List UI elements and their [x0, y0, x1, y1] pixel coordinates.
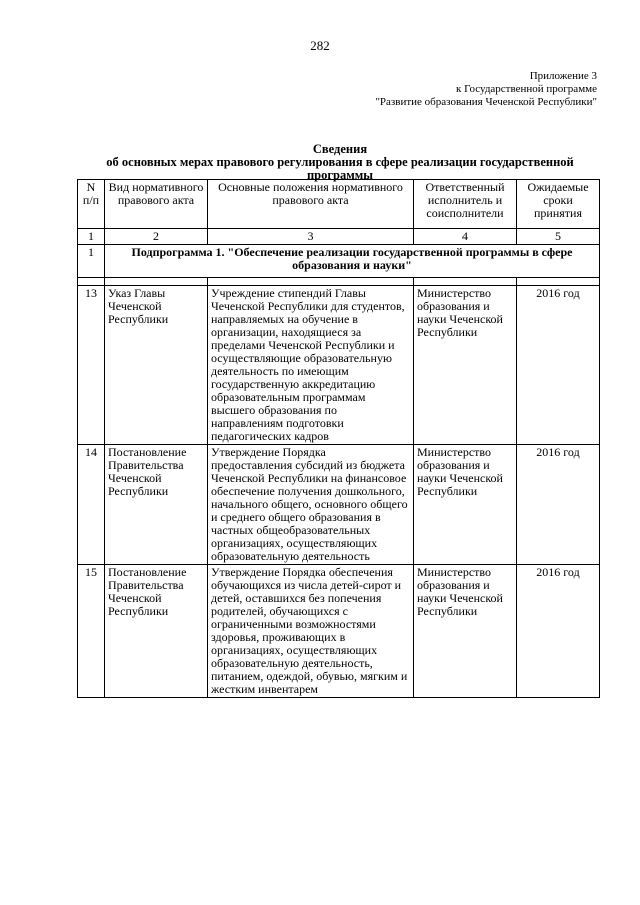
spacer-cell [78, 278, 105, 286]
spacer-row [78, 278, 600, 286]
column-number: 5 [517, 229, 600, 245]
row-deadline: 2016 год [517, 445, 600, 565]
spacer-cell [208, 278, 414, 286]
table-header-row [78, 180, 600, 229]
row-num: 14 [78, 445, 105, 565]
spacer-cell [105, 278, 208, 286]
table-row [78, 445, 600, 565]
subprogram-num: 1 [78, 245, 105, 278]
row-executor: Министерство образования и науки Чеченской Республики [414, 286, 517, 445]
spacer-cell [517, 278, 600, 286]
table-row [78, 565, 600, 698]
column-number: 1 [78, 229, 105, 245]
appendix-line-2: к Государственной программе [456, 83, 597, 95]
header-provisions: Основные положения нормативного правового акта [208, 180, 414, 229]
row-executor: Министерство образования и науки Чеченской Республики [414, 565, 517, 698]
appendix-line-1: Приложение 3 [529, 70, 597, 82]
row-type: Указ Главы Чеченской Республики [105, 286, 208, 445]
measures-table [77, 179, 600, 698]
appendix-line-3: "Развитие образования Чеченской Республики" [375, 96, 597, 108]
header-num: N п/п [78, 180, 105, 229]
row-executor: Министерство образования и науки Чеченской Республики [414, 445, 517, 565]
title-line-3: программы [306, 168, 374, 182]
row-deadline: 2016 год [517, 286, 600, 445]
row-provisions: Утверждение Порядка предоставления субсидий из бюджета Чеченской Республики на финансовое обеспечение получения дошкольного, начального общего, основного общего и среднего общего образования в частных общеобразовательных организациях, осуществляющих образовательную деятельность [208, 445, 414, 565]
header-executor: Ответственный исполнитель и соисполнители [414, 180, 517, 229]
title-line-2: об основных мерах правового регулирования в сфере реализации государственной [106, 155, 574, 169]
appendix-note [375, 70, 597, 109]
subprogram-title: Подпрограмма 1. "Обеспечение реализации государственной программы в сфере образования и науки" [105, 245, 600, 278]
column-number: 4 [414, 229, 517, 245]
spacer-cell [414, 278, 517, 286]
header-deadline: Ожидаемые сроки принятия [517, 180, 600, 229]
row-num: 15 [78, 565, 105, 698]
row-provisions: Учреждение стипендий Главы Чеченской Республики для студентов, направляемых на обучение в организации, находящиеся за пределами Чеченской Республики и осуществляющие образовательную деятельность по имеющим государственную аккредитацию образовательным программам высшего образования по направлениям подготовки педагогических кадров [208, 286, 414, 445]
column-number: 2 [105, 229, 208, 245]
title-line-1: Сведения [312, 142, 368, 156]
column-number-row [78, 229, 600, 245]
row-provisions: Утверждение Порядка обеспечения обучающихся из числа детей-сирот и детей, оставшихся без попечения родителей, обучающихся с ограниченными возможностями здоровья, проживающих в организациях, осуществляющих образовательную деятельность, питанием, одеждой, обувью, мягким и жестким инвентарем [208, 565, 414, 698]
header-type: Вид нормативного правового акта [105, 180, 208, 229]
column-number: 3 [208, 229, 414, 245]
table-row [78, 286, 600, 445]
row-num: 13 [78, 286, 105, 445]
subprogram-row [78, 245, 600, 278]
row-type: Постановление Правительства Чеченской Республики [105, 445, 208, 565]
document-title [60, 143, 620, 182]
row-deadline: 2016 год [517, 565, 600, 698]
row-type: Постановление Правительства Чеченской Республики [105, 565, 208, 698]
page-number: 282 [310, 38, 330, 53]
